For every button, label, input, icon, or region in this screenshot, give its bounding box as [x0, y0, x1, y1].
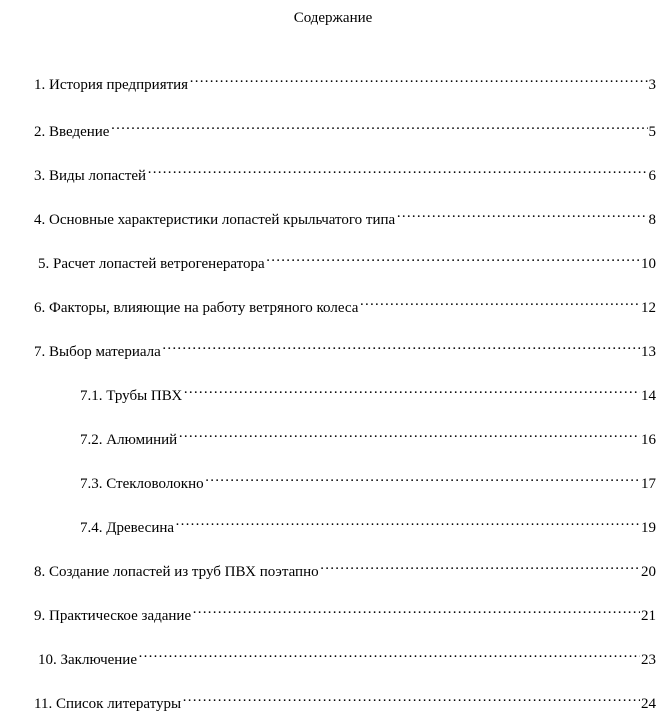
toc-entry-label: 4. Основные характеристики лопастей крыльчатого типа — [34, 212, 396, 228]
toc-dot-leader — [162, 334, 640, 356]
toc-entry — [34, 67, 656, 93]
toc-entry-label: 11. Список литературы — [34, 696, 182, 712]
toc-entry-label: 7.1. Трубы ПВХ — [80, 388, 183, 404]
toc-entry — [34, 334, 656, 360]
toc-entry-page-number: 3 — [648, 77, 656, 93]
toc-dot-leader — [110, 114, 647, 136]
toc-entry — [34, 114, 656, 140]
toc-entry-page-number: 8 — [648, 212, 656, 228]
toc-entry-page-number: 20 — [641, 564, 656, 580]
toc-entry — [80, 510, 656, 536]
toc-entry-page-number: 6 — [648, 168, 656, 184]
toc-entry — [34, 202, 656, 228]
toc-entry-label: 7.3. Стекловолокно — [80, 476, 204, 492]
toc-entry — [38, 246, 656, 272]
toc-dot-leader — [396, 202, 647, 224]
toc-dot-leader — [205, 466, 640, 488]
toc-entry-label: 9. Практическое задание — [34, 608, 192, 624]
toc-entry-page-number: 16 — [641, 432, 656, 448]
toc-dot-leader — [192, 598, 640, 620]
toc-entry-page-number: 5 — [648, 124, 656, 140]
toc-entry-label: 5. Расчет лопастей ветрогенератора — [38, 256, 265, 272]
toc-entry-label: 6. Факторы, влияющие на работу ветряного колеса — [34, 300, 359, 316]
toc-entry — [80, 422, 656, 448]
toc-dot-leader — [320, 554, 640, 576]
page-title: Содержание — [293, 10, 373, 26]
toc-entry — [34, 158, 656, 184]
toc-dot-leader — [183, 378, 640, 400]
toc-entry-label: 3. Виды лопастей — [34, 168, 147, 184]
toc-entry-label: 8. Создание лопастей из труб ПВХ поэтапно — [34, 564, 319, 580]
toc-dot-leader — [359, 290, 640, 312]
toc-entry — [34, 598, 656, 624]
toc-dot-leader — [147, 158, 647, 180]
toc-entry-label: 10. Заключение — [38, 652, 137, 668]
toc-entry — [80, 378, 656, 404]
toc-entry-page-number: 14 — [641, 388, 656, 404]
toc-entry-page-number: 17 — [641, 476, 656, 492]
toc-entry-label: 2. Введение — [34, 124, 110, 140]
toc-entry — [34, 686, 656, 712]
toc-dot-leader — [189, 67, 647, 89]
toc-dot-leader — [178, 422, 640, 444]
toc-entry-page-number: 13 — [641, 344, 656, 360]
toc-entry — [34, 290, 656, 316]
toc-entry-page-number: 10 — [641, 256, 656, 272]
toc-entry-page-number: 12 — [641, 300, 656, 316]
toc-entry-page-number: 21 — [641, 608, 656, 624]
toc-entry-page-number: 24 — [641, 696, 656, 712]
toc-entry — [38, 642, 656, 668]
toc-entry-label: 7.4. Древесина — [80, 520, 175, 536]
toc-entry-page-number: 23 — [641, 652, 656, 668]
toc-entry — [34, 554, 656, 580]
toc-entry-label: 1. История предприятия — [34, 77, 189, 93]
toc-entry-label: 7.2. Алюминий — [80, 432, 178, 448]
toc-dot-leader — [138, 642, 640, 664]
toc-dot-leader — [182, 686, 640, 708]
toc-entry-page-number: 19 — [641, 520, 656, 536]
toc-entry-label: 7. Выбор материала — [34, 344, 161, 360]
toc-entry — [80, 466, 656, 492]
toc-dot-leader — [266, 246, 640, 268]
toc-dot-leader — [175, 510, 640, 532]
